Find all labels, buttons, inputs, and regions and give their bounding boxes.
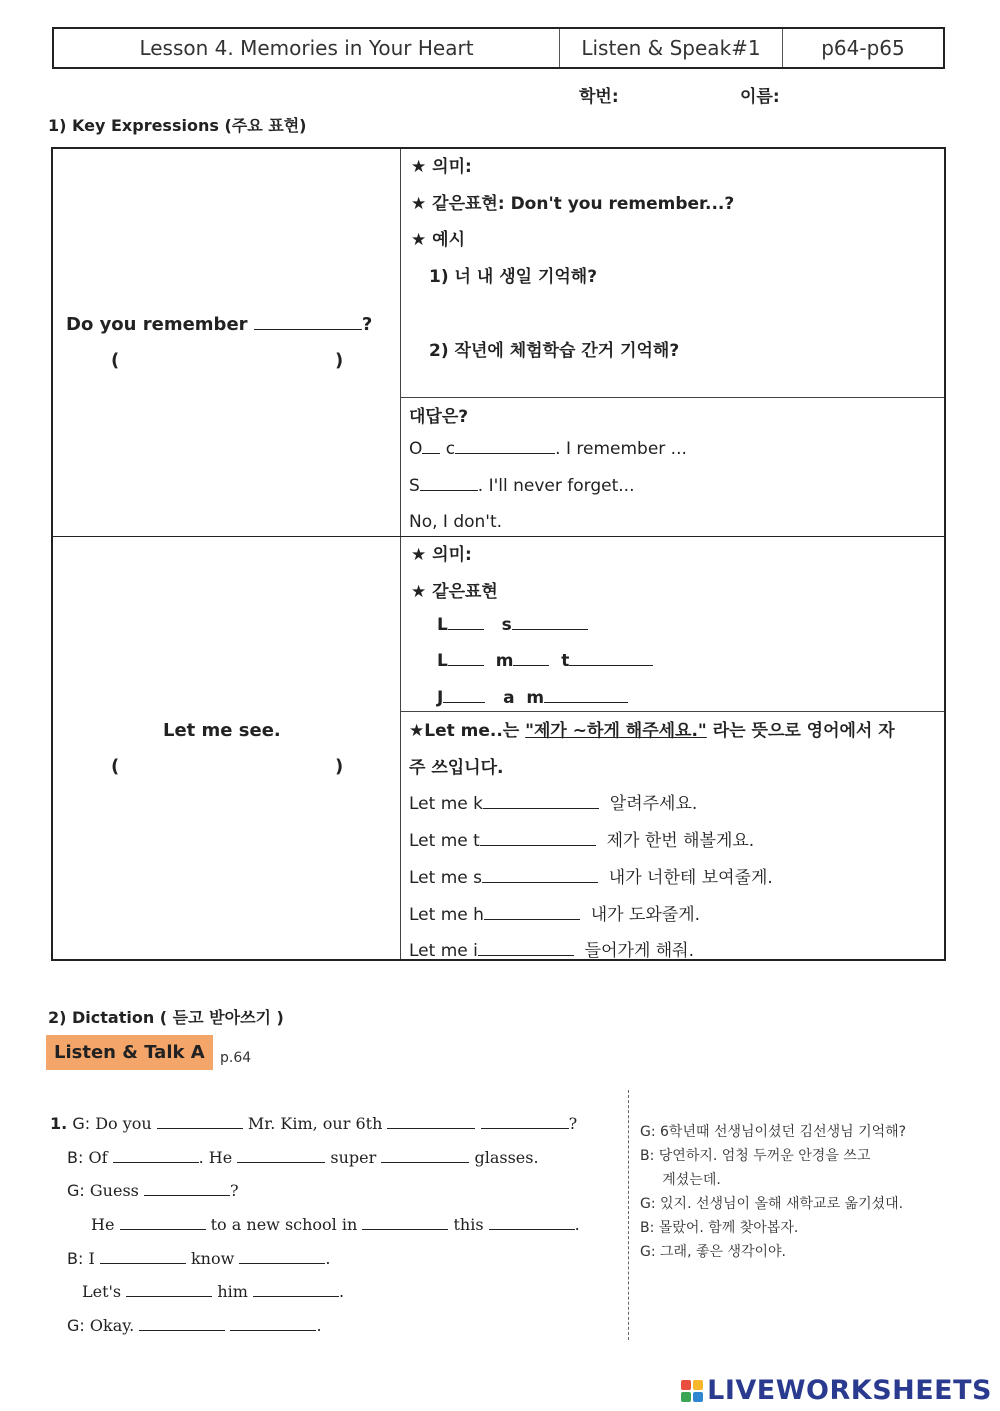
dictation-line-2: B: Of . He super glasses. bbox=[67, 1148, 539, 1167]
expr1-qmark: ? bbox=[361, 314, 373, 335]
expr2-syn1: L s bbox=[437, 615, 588, 635]
blank-that[interactable] bbox=[239, 1249, 325, 1264]
translation-line: G: 그래, 좋은 생각이야. bbox=[640, 1244, 787, 1260]
expr2-syn2: L m t bbox=[437, 651, 653, 671]
translation-line: G: 있지. 선생님이 올해 새학교로 옮기셨대. bbox=[640, 1196, 904, 1212]
note-quote: "제가 ~하게 해주세요." bbox=[525, 721, 707, 741]
blank-didnt[interactable] bbox=[100, 1249, 186, 1264]
syn1-blank2[interactable] bbox=[512, 615, 588, 630]
expr2-synonym-label: ★ 같은표현 bbox=[411, 582, 498, 602]
logo-icon bbox=[681, 1380, 703, 1402]
page-range: p64-p65 bbox=[821, 36, 905, 60]
student-id-label: 학번: bbox=[579, 87, 619, 107]
expr1-example-label: ★ 예시 bbox=[411, 230, 466, 250]
blank-good[interactable] bbox=[139, 1316, 225, 1331]
section1-title: 1) Key Expressions (주요 표현) bbox=[48, 116, 307, 135]
syn1-blank1[interactable] bbox=[448, 615, 484, 630]
badge-page: p.64 bbox=[220, 1050, 252, 1066]
translation-line: 계셨는데. bbox=[640, 1172, 721, 1188]
blank-year[interactable] bbox=[489, 1215, 575, 1230]
syn3-blank2[interactable] bbox=[544, 688, 628, 703]
dictation-line-1: 1. G: Do you Mr. Kim, our 6th ? bbox=[50, 1114, 578, 1133]
blank-wore[interactable] bbox=[237, 1148, 325, 1163]
expr1-example2: 2) 작년에 체험학습 간거 기억해? bbox=[429, 341, 680, 361]
translation-line: B: 몰랐어. 함께 찾아봅자. bbox=[640, 1220, 799, 1236]
blank-remember[interactable] bbox=[157, 1114, 243, 1129]
logo-text: LIVEWORKSHEETS bbox=[707, 1375, 992, 1406]
expr1-answer1: O c . I remember ... bbox=[409, 439, 687, 459]
letme-row: Let me k 알려주세요. bbox=[409, 794, 698, 814]
expr2-meaning: ★ 의미: bbox=[411, 545, 472, 565]
letme-s-blank[interactable] bbox=[482, 868, 598, 883]
letme-t-blank[interactable] bbox=[480, 831, 596, 846]
column-divider bbox=[628, 1090, 629, 1340]
answer1-blank1[interactable] bbox=[422, 439, 440, 454]
section-title: Listen & Speak#1 bbox=[560, 29, 783, 67]
expr2-phrase: Let me see. bbox=[163, 720, 281, 741]
expr2-note: ★Let me..는 "제가 ~하게 해주세요." 라는 뜻으로 영어에서 자 bbox=[409, 721, 895, 741]
expr1-meaning: ★ 의미: bbox=[411, 157, 472, 177]
expr1-answer2: S . I'll never forget... bbox=[409, 476, 635, 496]
syn2-blank3[interactable] bbox=[569, 651, 653, 666]
blank-moved[interactable] bbox=[120, 1215, 206, 1230]
expr1-answer3: No, I don't. bbox=[409, 512, 503, 532]
letme-row: Let me s 내가 너한테 보여줄게. bbox=[409, 868, 773, 888]
letme-i-blank[interactable] bbox=[478, 941, 574, 956]
dictation-line-4: He to a new school in this . bbox=[91, 1215, 580, 1234]
expr2-paren-open: ( bbox=[111, 756, 120, 777]
key-expressions-table bbox=[51, 147, 946, 961]
translation-line: G: 6학년때 선생님이셨던 김선생님 기억해? bbox=[640, 1124, 907, 1140]
expr2-syn3: J a m bbox=[437, 688, 628, 708]
expr1-synonym: ★ 같은표현: Don't you remember...? bbox=[411, 194, 735, 214]
blank-what[interactable] bbox=[144, 1181, 230, 1196]
expr1-phrase: Do you remember bbox=[66, 314, 248, 335]
expr2-paren-close: ) bbox=[335, 756, 344, 777]
blank-course[interactable] bbox=[113, 1148, 199, 1163]
expr1-example1: 1) 너 내 생일 기억해? bbox=[429, 267, 598, 287]
blank-visit[interactable] bbox=[126, 1282, 212, 1297]
worksheet-header bbox=[52, 27, 945, 69]
syn3-blank1[interactable] bbox=[443, 688, 485, 703]
blank-thick[interactable] bbox=[381, 1148, 469, 1163]
blank-together[interactable] bbox=[253, 1282, 339, 1297]
blank-month[interactable] bbox=[362, 1215, 448, 1230]
name-label: 이름: bbox=[740, 87, 780, 107]
letme-h-blank[interactable] bbox=[484, 905, 580, 920]
letme-row: Let me h 내가 도와줄게. bbox=[409, 905, 701, 925]
expr1-paren-open: ( bbox=[111, 350, 120, 371]
blank-teacher[interactable] bbox=[481, 1114, 569, 1129]
translation-line: B: 당연하지. 엄청 두꺼운 안경을 쓰고 bbox=[640, 1148, 871, 1164]
dictation-line-5: B: I know . bbox=[67, 1249, 331, 1268]
syn2-blank2[interactable] bbox=[513, 651, 549, 666]
dictation-line-6: Let's him . bbox=[82, 1282, 345, 1301]
answer1-blank2[interactable] bbox=[455, 439, 555, 454]
blank-idea[interactable] bbox=[230, 1316, 316, 1331]
liveworksheets-logo bbox=[681, 1375, 992, 1406]
expr1-paren-close: ) bbox=[335, 350, 344, 371]
blank-grade[interactable] bbox=[387, 1114, 475, 1129]
lesson-title: Lesson 4. Memories in Your Heart bbox=[54, 29, 560, 67]
section2-title: 2) Dictation ( 듣고 받아쓰기 ) bbox=[48, 1008, 284, 1027]
expr2-note-line2: 주 쓰입니다. bbox=[409, 758, 504, 778]
letme-k-blank[interactable] bbox=[483, 794, 599, 809]
expr1-blank[interactable] bbox=[254, 315, 362, 330]
syn2-blank1[interactable] bbox=[448, 651, 484, 666]
expr1-phrase-row bbox=[66, 314, 372, 335]
answer2-blank[interactable] bbox=[420, 476, 478, 491]
expr1-answer-title: 대답은? bbox=[409, 407, 469, 427]
letme-row: Let me i 들어가게 해줘. bbox=[409, 941, 695, 961]
dictation-line-3: G: Guess ? bbox=[67, 1181, 239, 1200]
dictation-line-7: G: Okay. . bbox=[67, 1316, 322, 1335]
listen-talk-badge: Listen & Talk A bbox=[46, 1035, 213, 1070]
letme-row: Let me t 제가 한번 해볼게요. bbox=[409, 831, 755, 851]
